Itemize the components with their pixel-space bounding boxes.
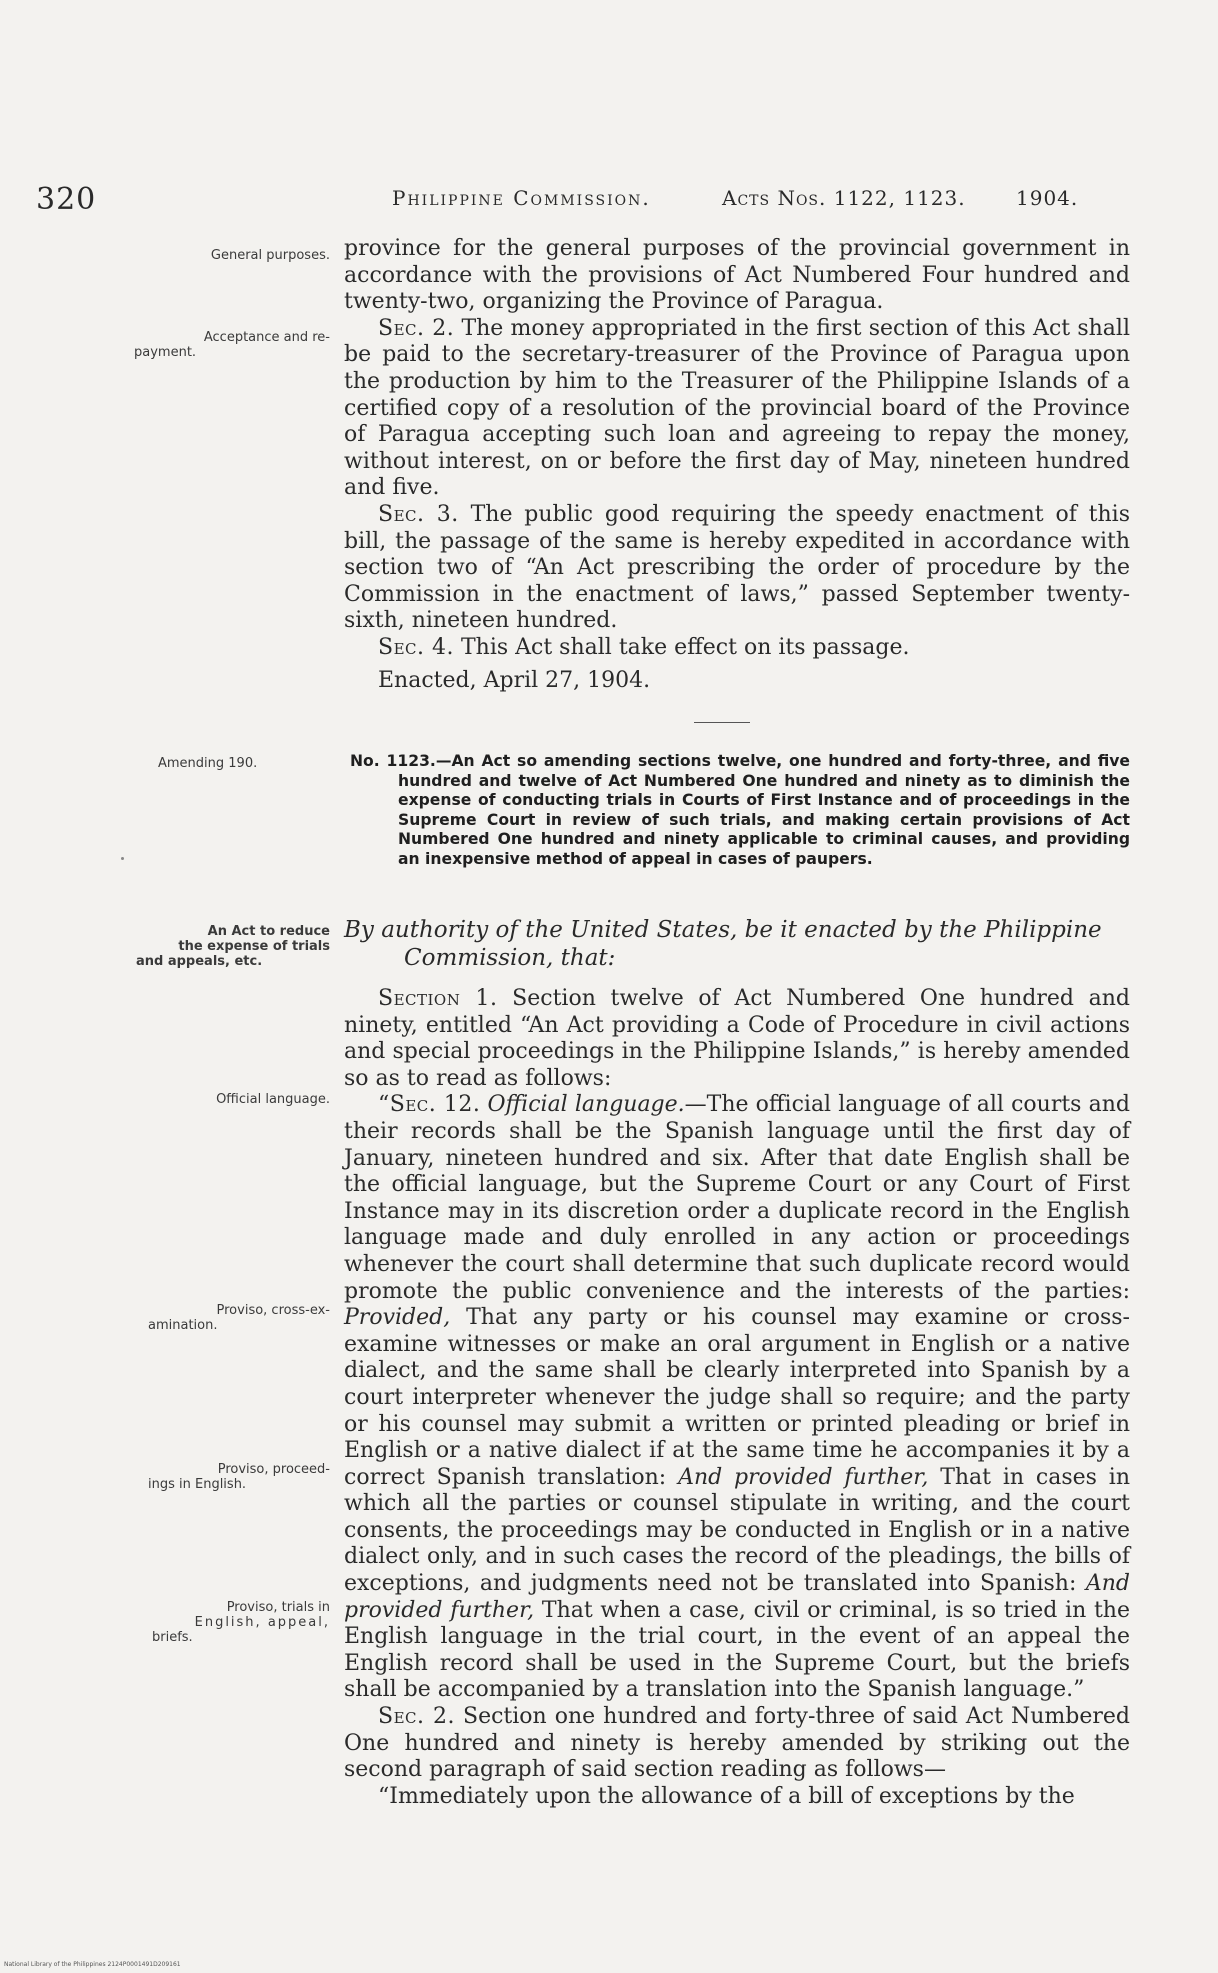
- margin-note-proviso-cross-examination: Proviso, cross-ex- amination.: [148, 1303, 330, 1333]
- paragraph-continued: province for the general purposes of the provincial government in accordance with the provisions of Act Numbered Four hundred and twenty-two, organizing the Province of Paragua.: [344, 236, 1130, 315]
- enacting-clause: By authority of the United States, be it enacted by the Philippine Commission, that:: [344, 917, 1102, 971]
- section-2: Sec. 2. The money appropriated in the first section of this Act shall be paid to the secretary-treasurer of the Province of Paragua upon the production by him to the Treasurer of the Philippine Islands of a certified copy of a resolution of the provincial board of the Province of Paragua accepting such loan and agreeing to repay the money, without interest, on or before the first day of May, nineteen hundred and five.: [344, 315, 1130, 501]
- enacted-date: Enacted, April 27, 1904.: [378, 667, 651, 693]
- running-title: Philippine Commission.: [392, 186, 651, 210]
- act-1123-section-2: Sec. 2. Section one hundred and forty-three of said Act Numbered One hundred and ninety is hereby amended by striking out the second paragraph of said section reading as follows—: [344, 1704, 1130, 1783]
- act-number: No. 1123.: [350, 752, 436, 770]
- section-3: Sec. 3. The public good requiring the speedy enactment of this bill, the passage of the same is hereby expedited in accordance with section two of “An Act prescribing the order of procedure by the Commission in the enactment of laws,” passed September twenty-sixth, nineteen hundred.: [344, 501, 1130, 634]
- section-12-amended: “Sec. 12. Official language.—The official language of all courts and their records shall be the Spanish language until the first day of January, nineteen hundred and six. After that date English shall be the official language, but the Supreme Court or any Court of First Instance may in its discretion order a duplicate record in the English language made and duly enrolled in any action or proceedings whenever the court shall determine that such duplicate record would promote the public convenience and the interests of the parties: Provided, That any party or his counsel may examine or cross-examine witnesses or make an oral argument in English or a native dialect, and the same shall be clearly interpreted into Spanish by a court interpreter whenever the judge shall so require; and the party or his counsel may submit a written or printed pleading or brief in English or a native dialect if at the same time he accompanies it by a correct Spanish translation: And provided further, That in cases in which all the parties or counsel stipulate in writing, and the court consents, the proceedings may be conducted in English or in a native dialect only, and in such cases the record of the pleadings, the bills of exceptions, and judgments need not be translated into Spanish: And provided further, That when a case, civil or criminal, is so tried in the English language in the trial court, in the event of an appeal the English record shall be used in the Supreme Court, but the briefs shall be accompanied by a translation into the Spanish language.”: [344, 1092, 1131, 1703]
- page-number: 320: [36, 182, 97, 217]
- margin-note-amending: Amending 190.: [158, 756, 258, 771]
- margin-note-general-purposes: General purposes.: [210, 248, 330, 263]
- act-title-text: —An Act so amending sections twelve, one hundred and forty-three, and five hundred and twelve of Act Numbered One hundred and ninety as to diminish the expense of conducting trials in Courts of First Instance and of proceedings in the Supreme Court in review of such trials, and making certain provisions of Act Numbered One hundred and ninety applicable to criminal causes, and providing an inexpensive method of appeal in cases of paupers.: [398, 752, 1130, 868]
- act-1123-section-1: Section 1. Section twelve of Act Numbered One hundred and ninety, entitled “An Act providing a Code of Procedure in civil actions and special proceedings in the Philippine Islands,” is hereby amended so as to read as follows:: [344, 986, 1130, 1091]
- section-separator: [694, 722, 750, 723]
- margin-note-reduce-expense: An Act to reduce the expense of trials and appeals, etc.: [136, 924, 330, 969]
- running-acts: Acts Nos. 1122, 1123.: [722, 186, 966, 210]
- running-head: [0, 182, 1218, 222]
- section-4: Sec. 4. This Act shall take effect on its passage.: [378, 634, 910, 660]
- scan-footer: National Library of the Philippines 2124P0001491D209161: [4, 1961, 181, 1968]
- act-1123-title: [350, 752, 1130, 869]
- margin-note-proviso-proceedings: Proviso, proceed- ings in English.: [148, 1462, 330, 1492]
- act-1123-text: [344, 986, 1130, 1810]
- act-1122-text: [344, 236, 1130, 694]
- quoted-paragraph-start: “Immediately upon the allowance of a bill of exceptions by the: [378, 1783, 1075, 1809]
- speck-mark: [121, 857, 124, 860]
- margin-note-proviso-trials: Proviso, trials in English, appeal, briefs.: [152, 1600, 330, 1645]
- margin-note-official-language: Official language.: [216, 1092, 330, 1107]
- running-year: 1904.: [1016, 186, 1079, 210]
- margin-note-acceptance: Acceptance and re- payment.: [134, 330, 330, 360]
